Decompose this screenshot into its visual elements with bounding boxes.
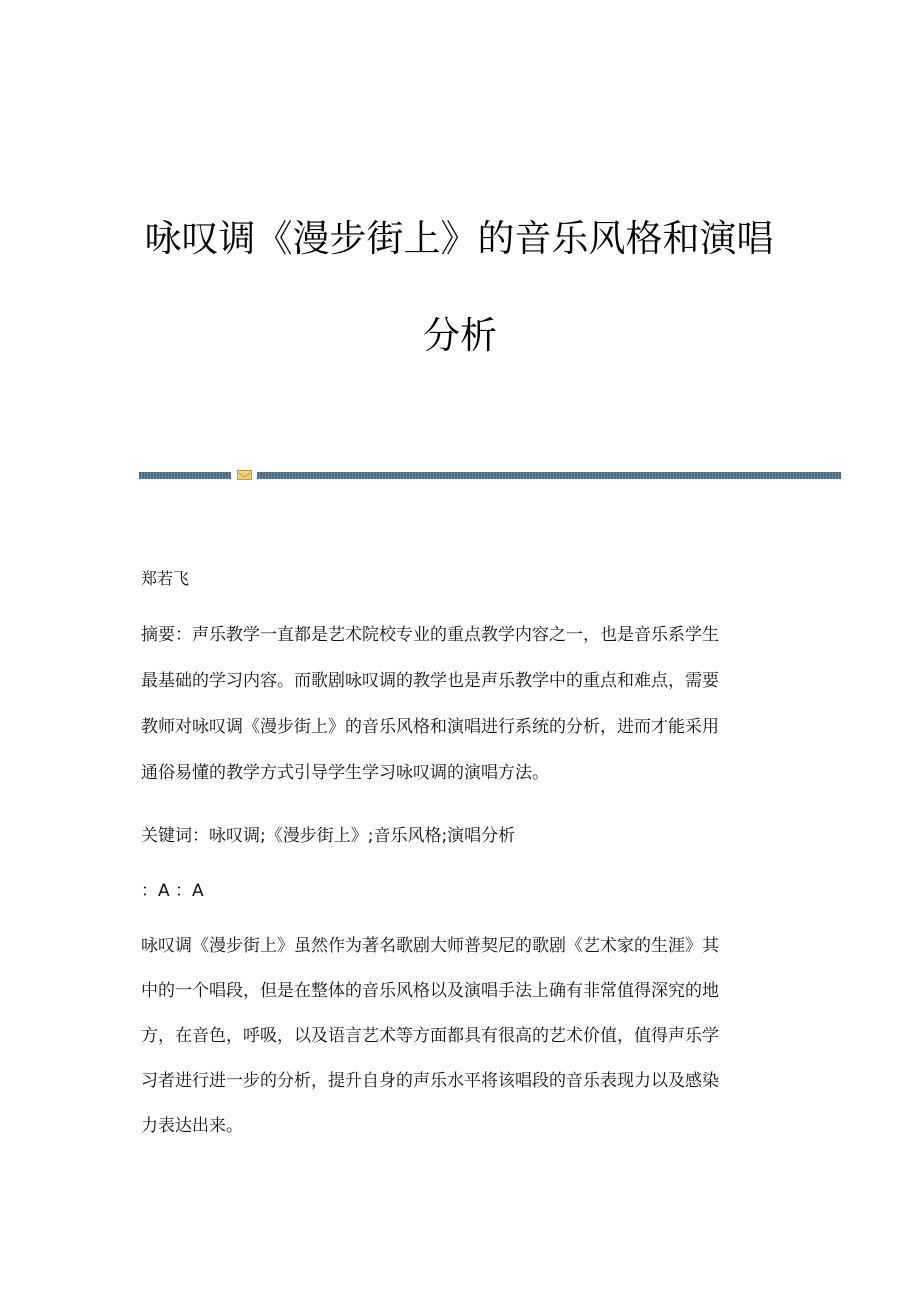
keywords-line: 关键词：咏叹调;《漫步街上》;音乐风格;演唱分析 (141, 826, 516, 846)
abstract-line: 通俗易懂的教学方式引导学生学习咏叹调的演唱方法。 (141, 763, 549, 783)
document-title-line-1: 咏叹调《漫步街上》的音乐风格和演唱 (144, 217, 774, 260)
body-paragraph (141, 933, 781, 1158)
body-line: 力表达出来。 (141, 1116, 243, 1136)
abstract-line: 摘要：声乐教学一直都是艺术院校专业的重点教学内容之一，也是音乐系学生 (141, 625, 719, 645)
abstract-line: 教师对咏叹调《漫步街上》的音乐风格和演唱进行系统的分析，进而才能采用 (141, 717, 719, 737)
divider-bar-right (257, 472, 841, 479)
ornament-icon (237, 469, 252, 481)
author-name: 郑若飞 (141, 569, 190, 588)
abstract-line: 最基础的学习内容。而歌剧咏叹调的教学也是声乐教学中的重点和难点，需要 (141, 671, 719, 691)
document-title-line-2: 分析 (423, 314, 497, 357)
body-line: 咏叹调《漫步街上》虽然作为著名歌剧大师普契尼的歌剧《艺术家的生涯》其 (141, 936, 719, 956)
title-divider (139, 469, 841, 481)
body-line: 方，在音色，呼吸，以及语言艺术等方面都具有很高的艺术价值，值得声乐学 (141, 1026, 719, 1046)
body-line: 中的一个唱段，但是在整体的音乐风格以及演唱手法上确有非常值得深究的地 (141, 981, 719, 1001)
abstract-paragraph (141, 622, 781, 806)
divider-bar-left (139, 472, 231, 479)
classification-line: ：A ：A (141, 881, 204, 901)
body-line: 习者进行进一步的分析，提升自身的声乐水平将该唱段的音乐表现力以及感染 (141, 1071, 719, 1091)
